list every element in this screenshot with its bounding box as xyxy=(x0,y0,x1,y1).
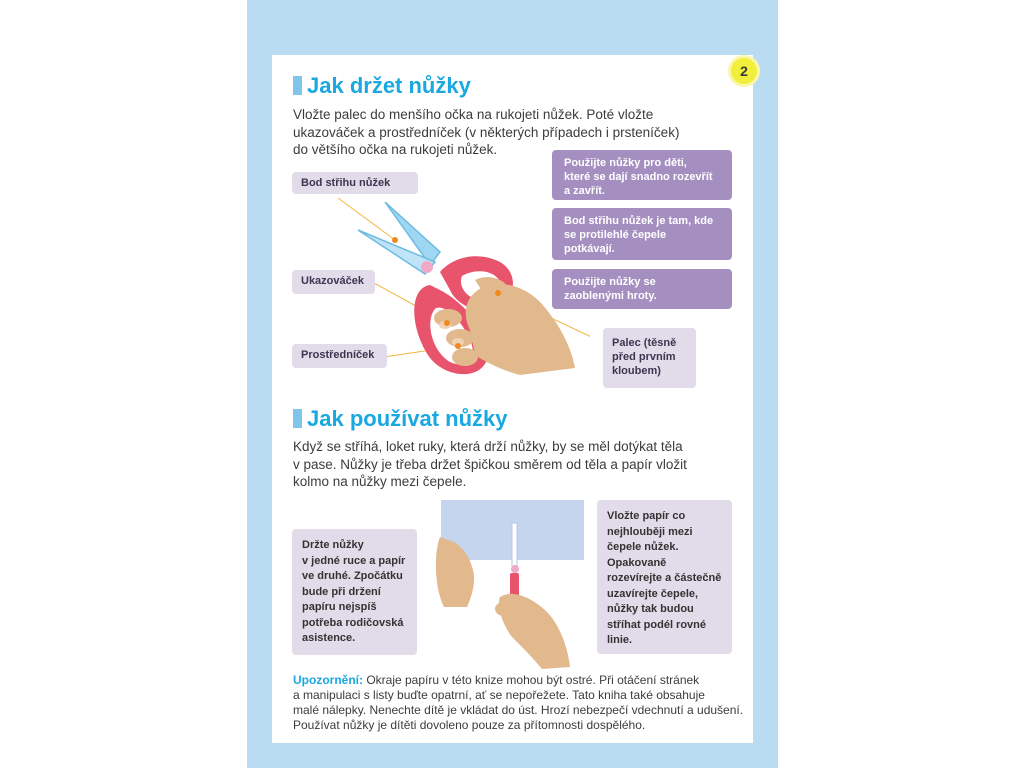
heading-bar-icon xyxy=(293,76,302,95)
section2-intro-line: v pase. Nůžky je třeba držet špičkou směrem od těla a papír vložit xyxy=(293,456,687,472)
label-thumb-line: Palec (těsně xyxy=(612,337,677,349)
label-cut-point: Bod střihu nůžek xyxy=(292,172,418,194)
box-line: uzavírejte čepele, xyxy=(607,587,699,600)
warning-line: Okraje papíru v této knize mohou být ostré. Při otáčení stránek xyxy=(363,673,700,687)
box-line: linie. xyxy=(607,634,633,646)
warning-line: a manipulaci s listy buďte opatrní, ať se nepořežete. Tato kniha také obsahuje xyxy=(293,688,705,702)
tip-line: zaoblenými hroty. xyxy=(564,290,657,302)
tip-rounded-tips xyxy=(552,269,732,309)
box-insert-paper xyxy=(597,500,732,654)
tip-line: se protilehlé čepele xyxy=(564,229,667,241)
tip-line: a zavřít. xyxy=(564,185,605,197)
tip-children-scissors xyxy=(552,150,732,200)
section-heading-use xyxy=(293,406,508,432)
section1-intro-line: ukazováček a prostředníček (v některých případech i prsteníček) xyxy=(293,124,680,140)
scissors-hand-illustration xyxy=(290,190,590,400)
tip-line: potkávají. xyxy=(564,243,615,255)
box-hold-scissors-paper xyxy=(292,529,417,655)
box-line: asistence. xyxy=(302,632,356,644)
paper-cutting-illustration xyxy=(432,497,592,672)
label-thumb-line: před prvním xyxy=(612,351,676,363)
page-number-badge: 2 xyxy=(731,58,757,84)
tip-line: které se dají snadno rozevřít xyxy=(564,171,713,183)
box-line: Vložte papír co xyxy=(607,510,686,522)
label-thumb-line: kloubem) xyxy=(612,365,661,377)
tip-cut-point xyxy=(552,208,732,260)
box-line: bude při držení xyxy=(302,585,381,598)
warning-note xyxy=(293,673,745,733)
box-line: potřeba rodičovská xyxy=(302,616,404,629)
box-line: papíru nejspíš xyxy=(302,601,377,613)
section1-intro-line: Vložte palec do menšího očka na rukojeti nůžek. Poté vložte xyxy=(293,107,654,122)
warning-line: Používat nůžky je dítěti dovoleno pouze za přítomnosti dospělého. xyxy=(293,718,646,732)
tip-line: Bod střihu nůžek je tam, kde xyxy=(564,215,714,227)
box-line: ve druhé. Zpočátku xyxy=(302,570,403,582)
section2-intro-line: Když se stříhá, loket ruky, která drží nůžky, by se měl dotýkat těla xyxy=(293,439,683,454)
box-line: čepele nůžek. xyxy=(607,541,679,553)
box-line: Opakovaně xyxy=(607,556,667,569)
section2-title: Jak používat nůžky xyxy=(307,406,508,431)
warning-title: Upozornění: xyxy=(293,673,363,687)
box-line: Držte nůžky xyxy=(302,539,364,551)
box-line: v jedné ruce a papír xyxy=(302,554,406,567)
box-line: nůžky tak budou xyxy=(607,603,694,615)
section-heading-hold xyxy=(293,73,471,99)
section2-intro xyxy=(293,438,738,491)
section1-intro-line: do většího očka na rukojeti nůžek. xyxy=(293,142,498,157)
heading-bar-icon xyxy=(293,409,302,428)
tip-line: Použijte nůžky se xyxy=(564,276,656,288)
label-thumb xyxy=(603,328,696,388)
label-index-finger: Ukazováček xyxy=(292,270,375,294)
warning-line: malé nálepky. Nenechte dítě je vkládat do úst. Hrozí nebezpečí vdechnutí a udušení. xyxy=(293,703,744,717)
box-line: stříhat podél rovné xyxy=(607,618,707,631)
label-middle-finger: Prostředníček xyxy=(292,344,387,368)
warning-line-first xyxy=(293,673,745,688)
section1-title: Jak držet nůžky xyxy=(307,73,471,98)
box-line: nejhlouběji mezi xyxy=(607,525,693,538)
box-line: rozevírejte a částečně xyxy=(607,572,722,584)
section2-intro-line: kolmo na nůžky mezi čepele. xyxy=(293,474,467,489)
tip-line: Použijte nůžky pro děti, xyxy=(564,157,687,169)
